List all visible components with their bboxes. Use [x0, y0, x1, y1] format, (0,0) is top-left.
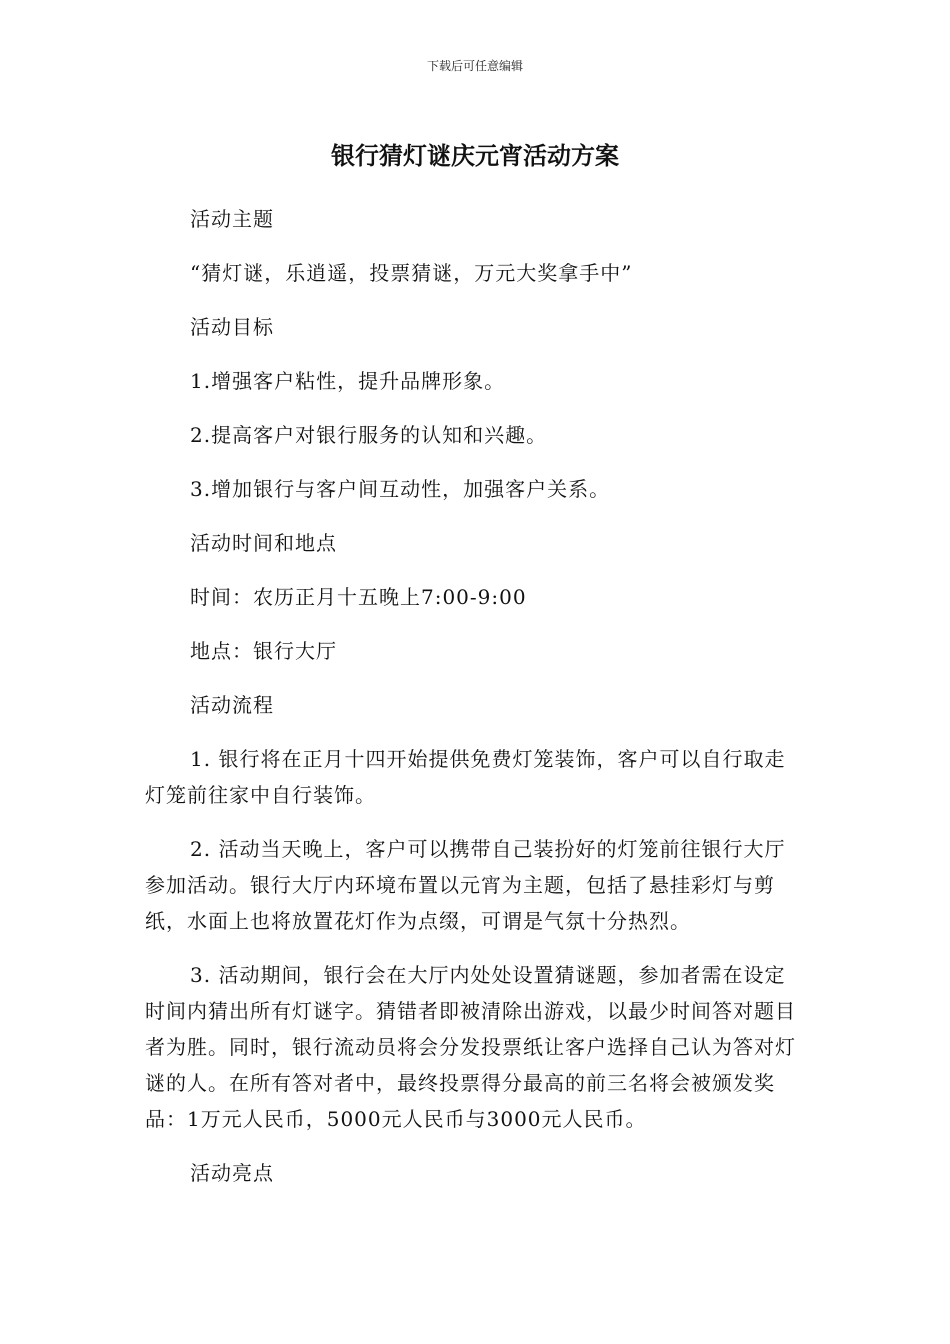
section-heading-process: 活动流程 — [190, 693, 274, 717]
document-body — [145, 201, 805, 1209]
section-heading-highlights: 活动亮点 — [190, 1161, 274, 1185]
event-place: 地点：银行大厅 — [190, 639, 337, 663]
header-note: 下载后可任意编辑 — [426, 59, 523, 73]
process-step-1: 1. 银行将在正月十四开始提供免费灯笼装饰，客户可以自行取走灯笼前往家中自行装饰。 — [145, 747, 786, 807]
process-step-3: 3. 活动期间，银行会在大厅内处处设置猜谜题，参加者需在设定时间内猜出所有灯谜字。猜错者即被清除出游戏，以最少时间答对题目者为胜。同时，银行流动员将会分发投票纸让客户选择自己认为答对灯谜的人。在所有答对者中，最终投票得分最高的前三名将会被颁发奖品：1万元人民币，5000元人民币与3000元人民币。 — [145, 963, 796, 1131]
event-time: 时间：农历正月十五晚上7:00-9:00 — [190, 585, 527, 609]
theme-slogan: “猜灯谜，乐逍遥，投票猜谜，万元大奖拿手中” — [190, 261, 633, 285]
goal-item-1: 1.增强客户粘性，提升品牌形象。 — [190, 369, 506, 393]
section-heading-goals: 活动目标 — [190, 315, 274, 339]
section-heading-theme: 活动主题 — [190, 207, 274, 231]
goal-item-3: 3.增加银行与客户间互动性，加强客户关系。 — [190, 477, 611, 501]
section-heading-time-place: 活动时间和地点 — [190, 531, 337, 555]
document-title: 银行猜灯谜庆元宵活动方案 — [331, 142, 619, 170]
goal-item-2: 2.提高客户对银行服务的认知和兴趣。 — [190, 423, 548, 447]
process-step-2: 2. 活动当天晚上，客户可以携带自己装扮好的灯笼前往银行大厅参加活动。银行大厅内环境布置以元宵为主题，包括了悬挂彩灯与剪纸，水面上也将放置花灯作为点缀，可谓是气氛十分热烈。 — [145, 837, 786, 933]
